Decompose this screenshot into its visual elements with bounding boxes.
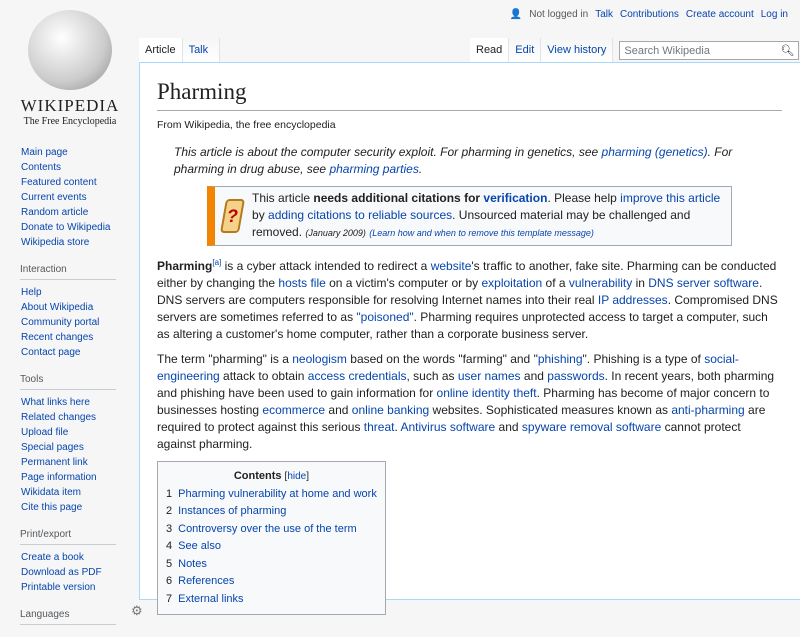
text-run: . DNS servers are computers responsible for resolving Internet names into their real — [157, 276, 763, 307]
toc-item[interactable] — [166, 486, 377, 504]
notice-date: (January 2009) — [305, 228, 366, 238]
text-run: . Compromised DNS servers are sometimes referred to as — [157, 293, 778, 324]
text-run: This article is about the computer security exploit. For pharming in genetics, see — [174, 145, 602, 159]
toc-number: 3 — [166, 522, 173, 535]
inline-link[interactable]: website — [430, 259, 472, 273]
sidebar-link[interactable]: Donate to Wikipedia — [21, 222, 111, 233]
sidebar-link[interactable]: Page information — [21, 472, 97, 483]
text-run: , such as — [406, 369, 458, 383]
sidebar-section — [21, 372, 130, 515]
sidebar — [0, 145, 143, 637]
sidebar-link[interactable]: Random article — [21, 207, 89, 218]
logo-wordmark: WIKIPEDIA — [20, 96, 120, 115]
notice-text — [252, 190, 723, 242]
inline-link[interactable]: Antivirus software — [400, 420, 496, 434]
user-icon: 👤 — [509, 9, 523, 20]
sidebar-link[interactable]: Contact page — [21, 347, 81, 358]
inline-link[interactable]: neologism — [292, 352, 347, 366]
text-run: . — [394, 420, 401, 434]
toc-number: 5 — [166, 557, 173, 570]
toc-item[interactable] — [166, 538, 377, 556]
inline-link[interactable]: user names — [457, 369, 521, 383]
text-run: on a victim's computer or by — [325, 276, 482, 290]
gear-icon[interactable]: ⚙ — [131, 603, 143, 618]
not-logged-in: Not logged in — [529, 9, 589, 20]
sidebar-section — [21, 145, 130, 250]
search-input[interactable] — [619, 41, 799, 60]
sidebar-link[interactable]: Community portal — [21, 317, 100, 328]
toc-number: 7 — [166, 592, 173, 605]
search-icon[interactable]: 🔍︎ — [780, 45, 795, 57]
sidebar-heading: Languages — [20, 607, 116, 625]
text-run: . Pharming has become of major concern to businesses hosting — [157, 386, 770, 417]
toc-number: 4 — [166, 540, 173, 552]
inline-link[interactable]: "poisoned" — [356, 310, 414, 324]
toc-item[interactable] — [166, 573, 377, 591]
sidebar-heading: Interaction — [20, 262, 116, 280]
sidebar-link[interactable]: Main page — [21, 147, 68, 158]
inline-link[interactable]: verification — [483, 191, 548, 205]
sidebar-heading: Print/export — [20, 527, 116, 545]
inline-link[interactable]: adding citations to reliable sources — [268, 208, 453, 222]
sidebar-section — [21, 262, 130, 360]
tab-read[interactable]: Read — [470, 38, 509, 63]
toc-item[interactable] — [166, 591, 377, 609]
sidebar-link[interactable]: Printable version — [21, 582, 96, 593]
sidebar-link[interactable]: Contents — [21, 162, 62, 173]
personal-tools — [510, 9, 788, 20]
text-run: This article — [252, 191, 314, 205]
tab-talk[interactable]: Talk — [183, 38, 220, 63]
sidebar-link[interactable]: Download as PDF — [21, 567, 102, 578]
wikipedia-logo[interactable] — [14, 10, 126, 127]
tab-view-history[interactable]: View history — [541, 38, 613, 63]
toc-link[interactable]: Pharming vulnerability at home and work — [178, 487, 377, 500]
logo-tagline: The Free Encyclopedia — [23, 116, 117, 127]
sidebar-link[interactable]: Wikidata item — [21, 487, 82, 498]
text-run: Pharming — [157, 259, 213, 273]
inline-link[interactable]: online identity theft — [436, 386, 537, 400]
sidebar-link[interactable]: Permanent link — [21, 457, 88, 468]
inline-link[interactable]: hosts file — [278, 276, 326, 290]
sidebar-link[interactable]: Upload file — [21, 427, 69, 438]
text-run: attack to obtain — [219, 369, 308, 383]
text-run: is a cyber attack intended to redirect a — [221, 259, 431, 273]
site-subtitle: From Wikipedia, the free encyclopedia — [157, 119, 336, 131]
text-run: by — [252, 208, 269, 222]
sidebar-link[interactable]: Recent changes — [21, 332, 94, 343]
toc-item[interactable] — [166, 521, 377, 539]
talk-link[interactable]: Talk — [595, 9, 613, 20]
text-run: in — [632, 276, 649, 290]
text-run: . Unsourced material may be challenged and removed. — [252, 208, 691, 239]
inline-link[interactable]: improve this article — [620, 191, 721, 205]
toc-number: 2 — [166, 505, 173, 517]
inline-link[interactable]: passwords — [547, 369, 605, 383]
sidebar-link[interactable]: Special pages — [21, 442, 84, 453]
text-run: of a — [542, 276, 569, 290]
sidebar-link[interactable]: Help — [21, 287, 42, 298]
inline-link[interactable]: pharming parties — [329, 162, 419, 176]
globe-icon — [28, 10, 112, 90]
text-run: based on the words "farming" and " — [346, 352, 538, 366]
text-run: needs additional citations for — [313, 191, 484, 205]
text-run: websites. Sophisticated measures known as — [429, 403, 672, 417]
log-in-link[interactable]: Log in — [760, 9, 788, 20]
text-run: and — [325, 403, 352, 417]
table-of-contents: Contents [hide] 1 Pharming vulnerability at home and work 2 Instances of pharming 3 Controversy over the use of the term 4 See also 5 Notes 6 References 7 External links — [157, 461, 386, 615]
sidebar-link[interactable]: About Wikipedia — [21, 302, 94, 313]
sidebar-link[interactable]: What links here — [21, 397, 90, 408]
search-placeholder: Search Wikipedia — [624, 44, 710, 57]
sidebar-section — [20, 603, 143, 625]
view-tabs — [470, 38, 799, 63]
toc-number: 1 — [166, 487, 173, 500]
content — [139, 62, 800, 605]
sidebar-link[interactable]: Featured content — [21, 177, 97, 188]
inline-link[interactable]: phishing — [537, 352, 583, 366]
inline-link[interactable]: online banking — [351, 403, 430, 417]
tab-edit[interactable]: Edit — [509, 38, 541, 63]
sidebar-link[interactable]: Related changes — [21, 412, 97, 423]
inline-link[interactable]: pharming (genetics) — [601, 145, 708, 159]
text-run: are required to protect against this serious — [157, 403, 766, 434]
sidebar-section — [21, 527, 130, 595]
toc-item[interactable] — [166, 503, 377, 521]
sidebar-link[interactable]: Create a book — [21, 552, 84, 563]
sidebar-link[interactable]: Cite this page — [21, 502, 83, 513]
text-run: . In recent years, both pharming and phishing have been used to gain information for — [157, 369, 775, 400]
toc-hide-toggle[interactable]: hide — [287, 471, 307, 482]
toc-link[interactable]: References — [178, 575, 235, 587]
inline-link[interactable]: DNS server software — [648, 276, 759, 290]
toc-link[interactable]: Instances of pharming — [178, 505, 287, 517]
toc-link[interactable]: Notes — [178, 557, 207, 570]
toc-item[interactable] — [166, 556, 377, 574]
text-run: and — [520, 369, 548, 383]
toc-number: 6 — [166, 575, 173, 587]
text-run: 's traffic to another, fake site. Pharming can be conducted either by changing the — [157, 259, 777, 290]
toc-link[interactable]: See also — [178, 540, 221, 552]
citation-notice — [207, 186, 732, 246]
page-title: Pharming — [157, 77, 782, 111]
learn-link[interactable]: (Learn how and when to remove this template message) — [369, 228, 594, 238]
sidebar-link[interactable]: Current events — [21, 192, 87, 203]
text-run: . Pharming requires unprotected access to target a computer, such as altering a customer's home computer, rather than a corporate business server. — [157, 310, 768, 341]
hatnote — [157, 144, 782, 178]
paragraph — [157, 351, 782, 453]
text-run: cannot protect against pharming. — [157, 420, 741, 451]
sidebar-link[interactable]: Wikipedia store — [21, 237, 90, 248]
inline-link[interactable]: access credentials — [307, 369, 407, 383]
create-account-link[interactable]: Create account — [685, 9, 754, 20]
paragraph — [157, 254, 782, 343]
toc-title: Contents — [233, 470, 282, 482]
inline-link[interactable]: threat — [363, 420, 395, 434]
sidebar-heading: Tools — [20, 372, 116, 390]
tab-article[interactable]: Article — [139, 38, 183, 63]
toc-link[interactable]: Controversy over the use of the term — [178, 522, 357, 535]
contributions-link[interactable]: Contributions — [620, 9, 679, 20]
text-run: and — [495, 420, 522, 434]
text-run: . — [418, 162, 423, 176]
text-run: ". Phishing is a type of — [582, 352, 705, 366]
inline-link[interactable]: vulnerability — [568, 276, 633, 290]
inline-link[interactable]: social-engineering — [157, 352, 739, 383]
toc-link[interactable]: External links — [178, 592, 244, 605]
book-question-icon: ? — [220, 199, 245, 233]
inline-link[interactable]: ecommerce — [262, 403, 326, 417]
inline-link[interactable]: anti-pharming — [671, 403, 745, 417]
text-run: . Please help — [547, 191, 621, 205]
inline-link[interactable]: exploitation — [481, 276, 543, 290]
text-run: . For pharming in drug abuse, see — [174, 145, 733, 176]
inline-link[interactable]: [a] — [212, 258, 222, 267]
text-run: The term "pharming" is a — [157, 352, 293, 366]
inline-link[interactable]: IP addresses — [597, 293, 668, 307]
inline-link[interactable]: spyware removal software — [521, 420, 662, 434]
namespace-tabs — [139, 38, 220, 63]
